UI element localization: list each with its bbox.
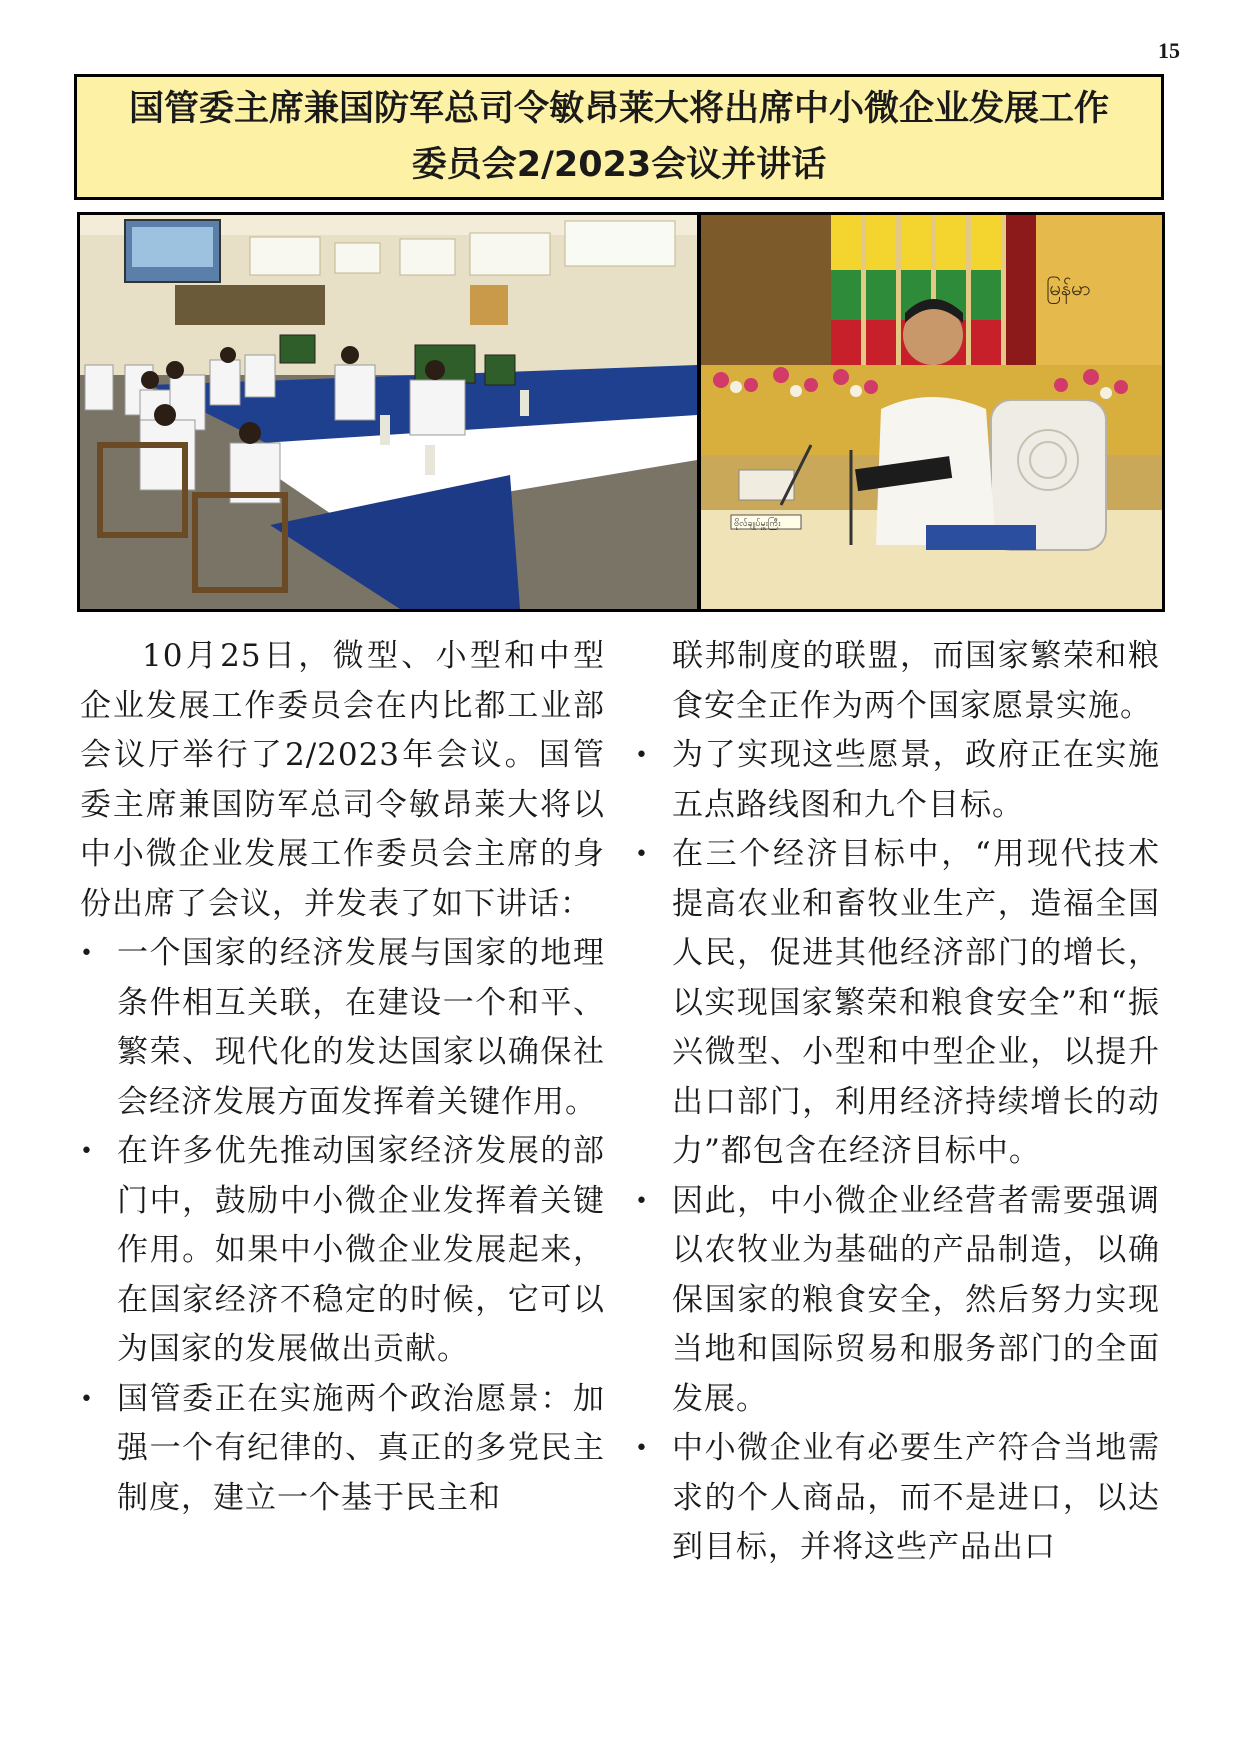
right-column [635,632,1160,1573]
list-item-text: 中小微企业有必要生产符合当地需求的个人商品，而不是进口，以达到目标，并将这些产品出口 [672,1430,1160,1565]
title-line-2: 委员会2/2023会议并讲话 [411,145,827,185]
list-item-text: 为了实现这些愿景，政府正在实施五点路线图和九个目标。 [672,737,1160,823]
meeting-hall-photo [80,215,697,609]
speaker-illustration [701,215,1162,609]
speaker-photo [701,215,1162,609]
list-item [635,830,1160,1177]
list-item [635,1424,1160,1573]
left-column [80,632,605,1523]
bullet-icon: • [80,1139,94,1164]
nameplate-screen-text: မြန်မာ [1046,276,1091,300]
intro-paragraph: 10月25日，微型、小型和中型企业发展工作委员会在内比都工业部会议厅举行了2/2023年会议。国管委主席兼国防军总司令敏昂莱大将以中小微企业发展工作委员会主席的身份出席了会议，并发表了如下讲话： [80,638,605,922]
list-item [80,1375,605,1524]
bullet-icon: • [635,1436,649,1461]
article-title [74,74,1164,200]
bullet-icon: • [80,941,94,966]
meeting-hall-illustration [80,215,697,609]
list-item-text: 在三个经济目标中，“用现代技术提高农业和畜牧业生产，造福全国人民，促进其他经济部门的增长，以实现国家繁荣和粮食安全”和“振兴微型、小型和中型企业，以提升出口部门，利用经济持续增长的动力”都包含在经济目标中。 [672,836,1160,1169]
photo-strip [77,212,1165,612]
bullet-icon: • [635,1188,649,1214]
list-item-text: 国管委正在实施两个政治愿景：加强一个有纪律的、真正的多党民主制度，建立一个基于民主和 [117,1380,605,1516]
list-item [635,731,1160,830]
list-item [80,929,605,1127]
title-line-1: 国管委主席兼国防军总司令敏昂莱大将出席中小微企业发展工作 [128,89,1109,129]
nameplate-text: ဗိုလ်ချုပ်မှူးကြီး [734,519,781,529]
bullet-icon: • [635,842,649,867]
bullet-icon: • [635,743,649,768]
list-item [80,1127,605,1375]
list-item-text: 一个国家的经济发展与国家的地理条件相互关联，在建设一个和平、繁荣、现代化的发达国家以确保社会经济发展方面发挥着关键作用。 [117,935,605,1120]
continuation-paragraph: 联邦制度的联盟，而国家繁荣和粮食安全正作为两个国家愿景实施。 [672,638,1160,724]
list-item [635,1177,1160,1425]
page-number: 15 [1158,38,1180,63]
list-item-text: 因此，中小微企业经营者需要强调以农牧业为基础的产品制造，以确保国家的粮食安全，然后努力实现当地和国际贸易和服务部门的全面发展。 [672,1182,1160,1417]
bullet-icon: • [80,1386,94,1412]
list-item-text: 在许多优先推动国家经济发展的部门中，鼓励中小微企业发挥着关键作用。如果中小微企业发展起来，在国家经济不稳定的时候，它可以为国家的发展做出贡献。 [117,1133,605,1367]
